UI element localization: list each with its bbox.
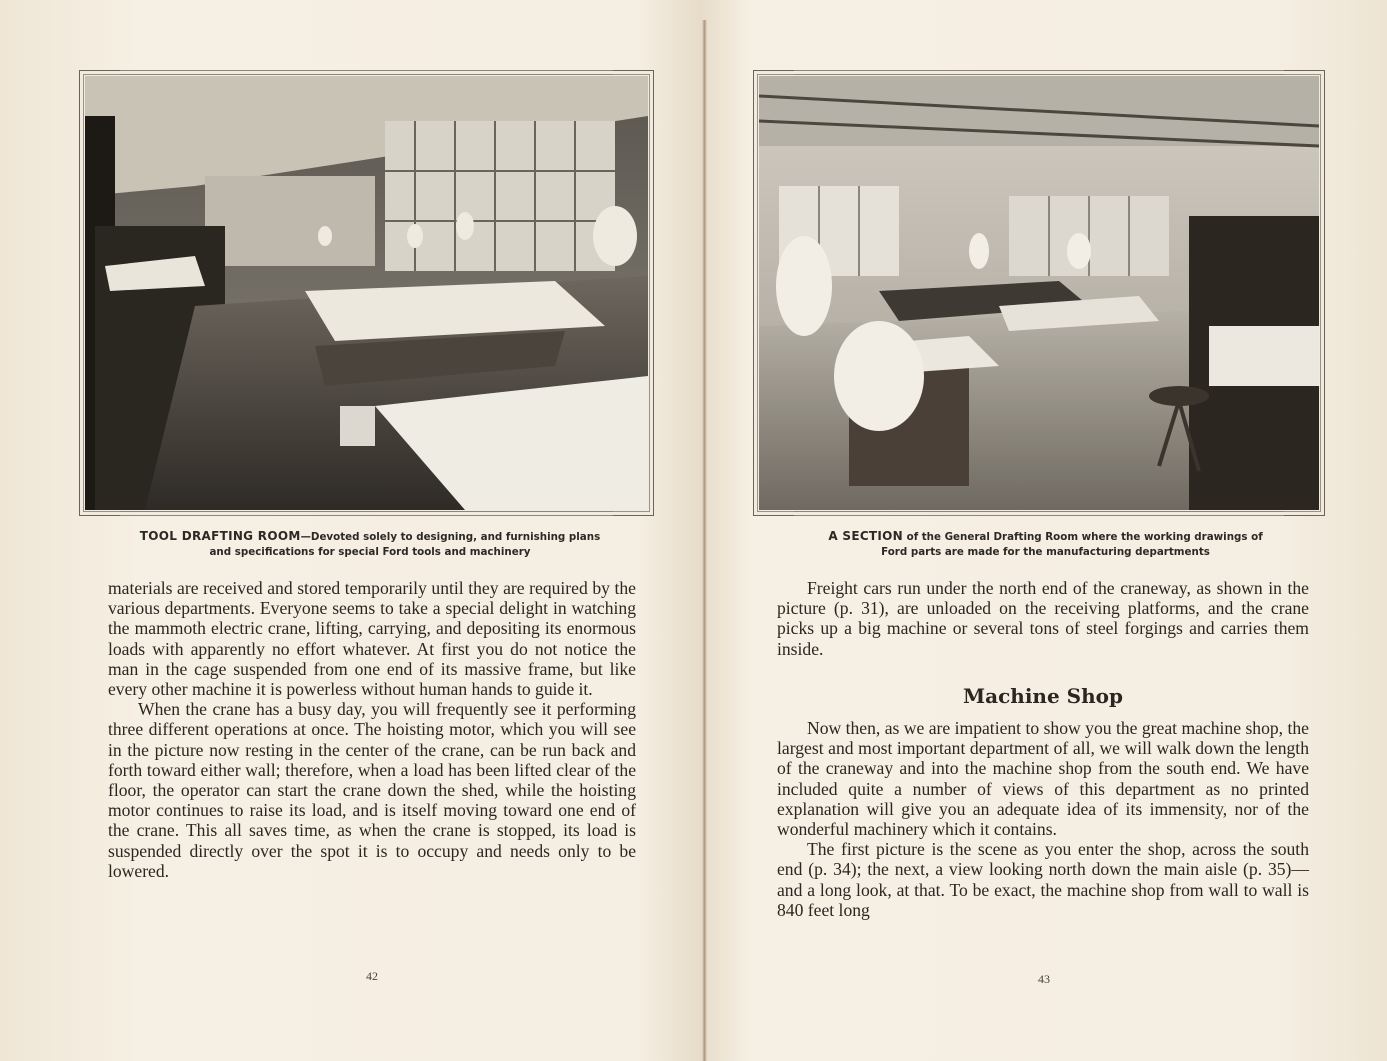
page-number-right: 43: [1038, 972, 1050, 986]
right-photo-frame: [753, 70, 1325, 516]
left-photo-caption: [90, 529, 650, 560]
left-body-text: [108, 578, 636, 881]
frame-ornament-bottom: [794, 511, 1284, 516]
caption-lead: A SECTION: [828, 529, 904, 543]
book-gutter: [702, 20, 707, 1061]
frame-ornament-top: [794, 70, 1284, 75]
body-paragraph: When the crane has a busy day, you will frequently see it performing three different operations at once. The hoisting motor, which you will see in the picture now resting in the center of the crane, can be run back and forth toward either wall; therefore, when a load has been lifted clear of the floor, the operator can start the crane down the shed, while the hoisting motor continues to raise its load, and is itself moving toward one end of the crane. This all saves time, as when the crane is stopped, its load is suspended directly over the spot it is to occupy and needs only to be lowered.: [108, 699, 636, 881]
caption-rest: —Devoted solely to designing, and furnishing plans: [300, 531, 601, 543]
section-heading: Machine Shop: [963, 684, 1123, 708]
tool-drafting-room-photo: [85, 76, 648, 510]
body-paragraph: The first picture is the scene as you enter the shop, across the south end (p. 34); the next, a view looking north down the main aisle (p. 35)—and a long look, at that. To be exact, the machine shop from wall to wall is 840 feet long: [777, 839, 1309, 920]
caption-line-2: and specifications for special Ford tools and machinery: [209, 546, 531, 558]
frame-ornament-bottom: [120, 511, 613, 516]
right-body-text: [777, 718, 1309, 920]
tool-drafting-room-illustration: [85, 76, 648, 510]
caption-line-1: [753, 529, 1338, 545]
right-intro-text: [777, 578, 1309, 659]
caption-lead: TOOL DRAFTING ROOM: [139, 529, 301, 543]
intro-paragraph: Freight cars run under the north end of the craneway, as shown in the picture (p. 31), are unloaded on the receiving platforms, and the crane picks up a big machine or several tons of steel forgings and carries them inside.: [777, 578, 1309, 659]
right-photo-caption: [753, 529, 1338, 560]
right-page: [708, 0, 1387, 1061]
caption-rest: of the General Drafting Room where the working drawings of: [903, 531, 1263, 543]
page-number-left: 42: [366, 969, 378, 983]
general-drafting-room-photo: [759, 76, 1319, 510]
general-drafting-room-illustration: [759, 76, 1319, 510]
body-paragraph: Now then, as we are impatient to show you the great machine shop, the largest and most important department of all, we will walk down the length of the craneway and into the machine shop from the south end. We have included quite a number of views of this department as no printed explanation will give you an adequate idea of its immensity, nor of the wonderful machinery which it contains.: [777, 718, 1309, 840]
caption-line-1: [90, 529, 650, 545]
frame-ornament-top: [120, 70, 613, 75]
body-paragraph: materials are received and stored temporarily until they are required by the various departments. Everyone seems to take a special delight in watching the mammoth electric crane, lifting, carrying, and depositing its enormous loads with apparently no effort whatever. At first you do not notice the man in the cage suspended from one end of its massive frame, but like every other machine it is powerless without human hands to guide it.: [108, 578, 636, 700]
caption-line-2: Ford parts are made for the manufacturing departments: [881, 546, 1210, 558]
left-photo-frame: [79, 70, 654, 516]
